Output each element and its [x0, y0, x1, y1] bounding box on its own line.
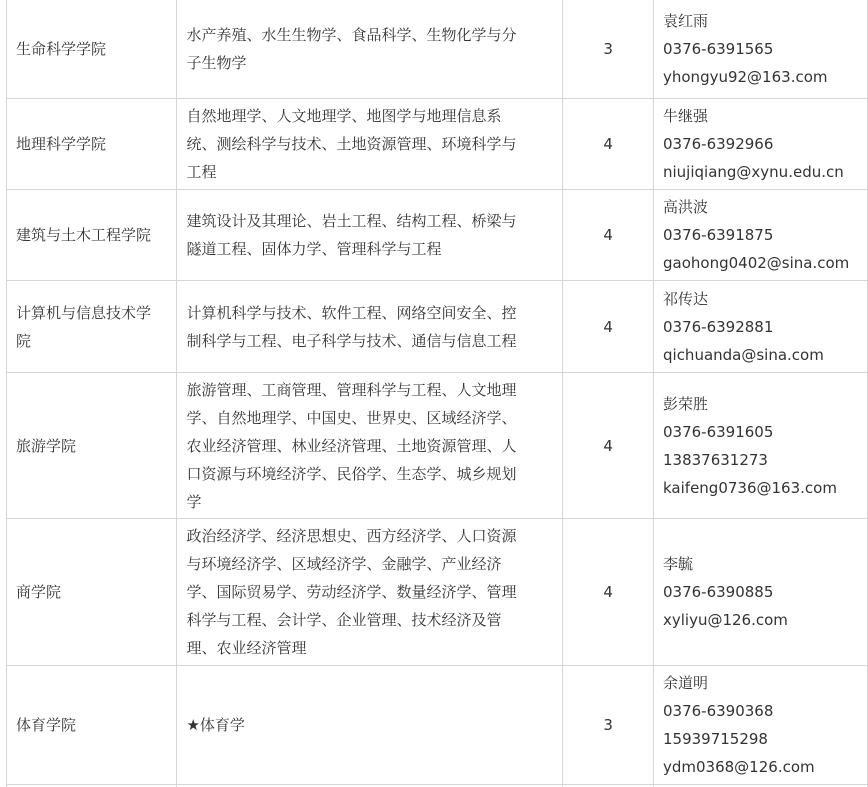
recruit-count: 4	[603, 135, 613, 153]
college-name-line: 院	[16, 331, 32, 350]
table-row	[7, 0, 868, 99]
contact-phone: 0376-6391605	[663, 422, 774, 441]
majors-cell	[177, 190, 563, 281]
contact-cell	[654, 519, 868, 666]
college-name: 体育学院	[16, 716, 77, 734]
majors-line: 学、国际贸易学、劳动经济学、数量经济学、管理	[186, 583, 517, 601]
majors-line: 旅游管理、工商管理、管理科学与工程、人文地理	[186, 380, 517, 399]
majors-cell	[177, 519, 563, 666]
contact-mobile: 13837631273	[663, 450, 768, 469]
majors-line: 理、农业经济管理	[186, 639, 307, 657]
majors-line: 与环境经济学、区域经济学、金融学、产业经济	[186, 555, 502, 573]
contact-email: ydm0368@126.com	[663, 758, 815, 776]
table-row	[7, 281, 868, 373]
count-cell	[563, 99, 654, 190]
contact-cell	[654, 190, 868, 281]
college-cell	[7, 666, 177, 785]
contact-email: niujiqiang@xynu.edu.cn	[663, 163, 844, 181]
college-name: 地理科学学院	[16, 135, 107, 153]
college-name: 旅游学院	[16, 436, 77, 455]
recruit-count: 4	[603, 436, 613, 455]
table-row	[7, 666, 868, 785]
college-contact-table	[6, 0, 868, 787]
table-row	[7, 99, 868, 190]
majors-line: 农业经济管理、林业经济管理、土地资源管理、人	[186, 436, 517, 455]
contact-person: 李毓	[663, 555, 694, 573]
majors-cell	[177, 666, 563, 785]
recruit-count: 3	[603, 716, 613, 734]
majors-cell	[177, 0, 563, 99]
contact-mobile: 15939715298	[663, 730, 768, 748]
contact-person: 高洪波	[663, 198, 709, 216]
majors-line: 统、测绘科学与技术、土地资源管理、环境科学与	[186, 135, 517, 153]
majors-line: 政治经济学、经济思想史、西方经济学、人口资源	[186, 527, 517, 545]
contact-email: yhongyu92@163.com	[663, 67, 828, 86]
contact-cell	[654, 0, 868, 99]
majors-line: 学、自然地理学、中国史、世界史、区域经济学、	[186, 408, 517, 427]
majors-line: 建筑设计及其理论、岩土工程、结构工程、桥梁与	[186, 212, 517, 230]
college-name: 建筑与土木工程学院	[16, 226, 152, 244]
contact-email: gaohong0402@sina.com	[663, 254, 850, 272]
college-cell	[7, 281, 177, 373]
contact-email: qichuanda@sina.com	[663, 345, 824, 364]
majors-line: 口资源与环境经济学、民俗学、生态学、城乡规划	[186, 464, 517, 483]
college-name-line: 计算机与信息技术学	[16, 303, 152, 322]
majors-cell	[177, 99, 563, 190]
majors-line: 学	[186, 492, 202, 511]
contact-phone: 0376-6391565	[663, 39, 774, 58]
majors-cell	[177, 373, 563, 519]
count-cell	[563, 190, 654, 281]
contact-cell	[654, 666, 868, 785]
majors-line: 工程	[186, 163, 217, 181]
contact-cell	[654, 281, 868, 373]
majors-cell	[177, 281, 563, 373]
contact-phone: 0376-6392881	[663, 317, 774, 336]
college-name: 生命科学学院	[16, 39, 107, 58]
count-cell	[563, 666, 654, 785]
majors-line: ★体育学	[186, 716, 245, 734]
contact-person: 余道明	[663, 674, 709, 692]
contact-person: 牛继强	[663, 107, 709, 125]
majors-line: 计算机科学与技术、软件工程、网络空间安全、控	[186, 303, 517, 322]
contact-cell	[654, 99, 868, 190]
college-cell	[7, 0, 177, 99]
table-row	[7, 190, 868, 281]
count-cell	[563, 281, 654, 373]
contact-person: 祁传达	[663, 289, 709, 308]
college-cell	[7, 99, 177, 190]
majors-line: 自然地理学、人文地理学、地图学与地理信息系	[186, 107, 502, 125]
contact-person: 袁红雨	[663, 11, 709, 30]
college-name: 商学院	[16, 583, 62, 601]
contact-person: 彭荣胜	[663, 394, 709, 413]
recruit-count: 3	[603, 39, 613, 58]
majors-line: 子生物学	[186, 53, 247, 72]
recruit-count: 4	[603, 226, 613, 244]
contact-email: xyliyu@126.com	[663, 611, 788, 629]
college-cell	[7, 190, 177, 281]
contact-phone: 0376-6390885	[663, 583, 774, 601]
majors-line: 水产养殖、水生生物学、食品科学、生物化学与分	[186, 25, 517, 44]
table-row	[7, 519, 868, 666]
contact-phone: 0376-6390368	[663, 702, 774, 720]
majors-line: 科学与工程、会计学、企业管理、技术经济及管	[186, 611, 502, 629]
contact-phone: 0376-6391875	[663, 226, 774, 244]
recruit-count: 4	[603, 317, 613, 336]
majors-line: 制科学与工程、电子科学与技术、通信与信息工程	[186, 331, 517, 350]
table-row	[7, 373, 868, 519]
contact-email: kaifeng0736@163.com	[663, 478, 837, 497]
count-cell	[563, 373, 654, 519]
college-cell	[7, 373, 177, 519]
majors-line: 隧道工程、固体力学、管理科学与工程	[186, 240, 442, 258]
count-cell	[563, 519, 654, 666]
contact-phone: 0376-6392966	[663, 135, 774, 153]
contact-cell	[654, 373, 868, 519]
college-cell	[7, 519, 177, 666]
count-cell	[563, 0, 654, 99]
recruit-count: 4	[603, 583, 613, 601]
